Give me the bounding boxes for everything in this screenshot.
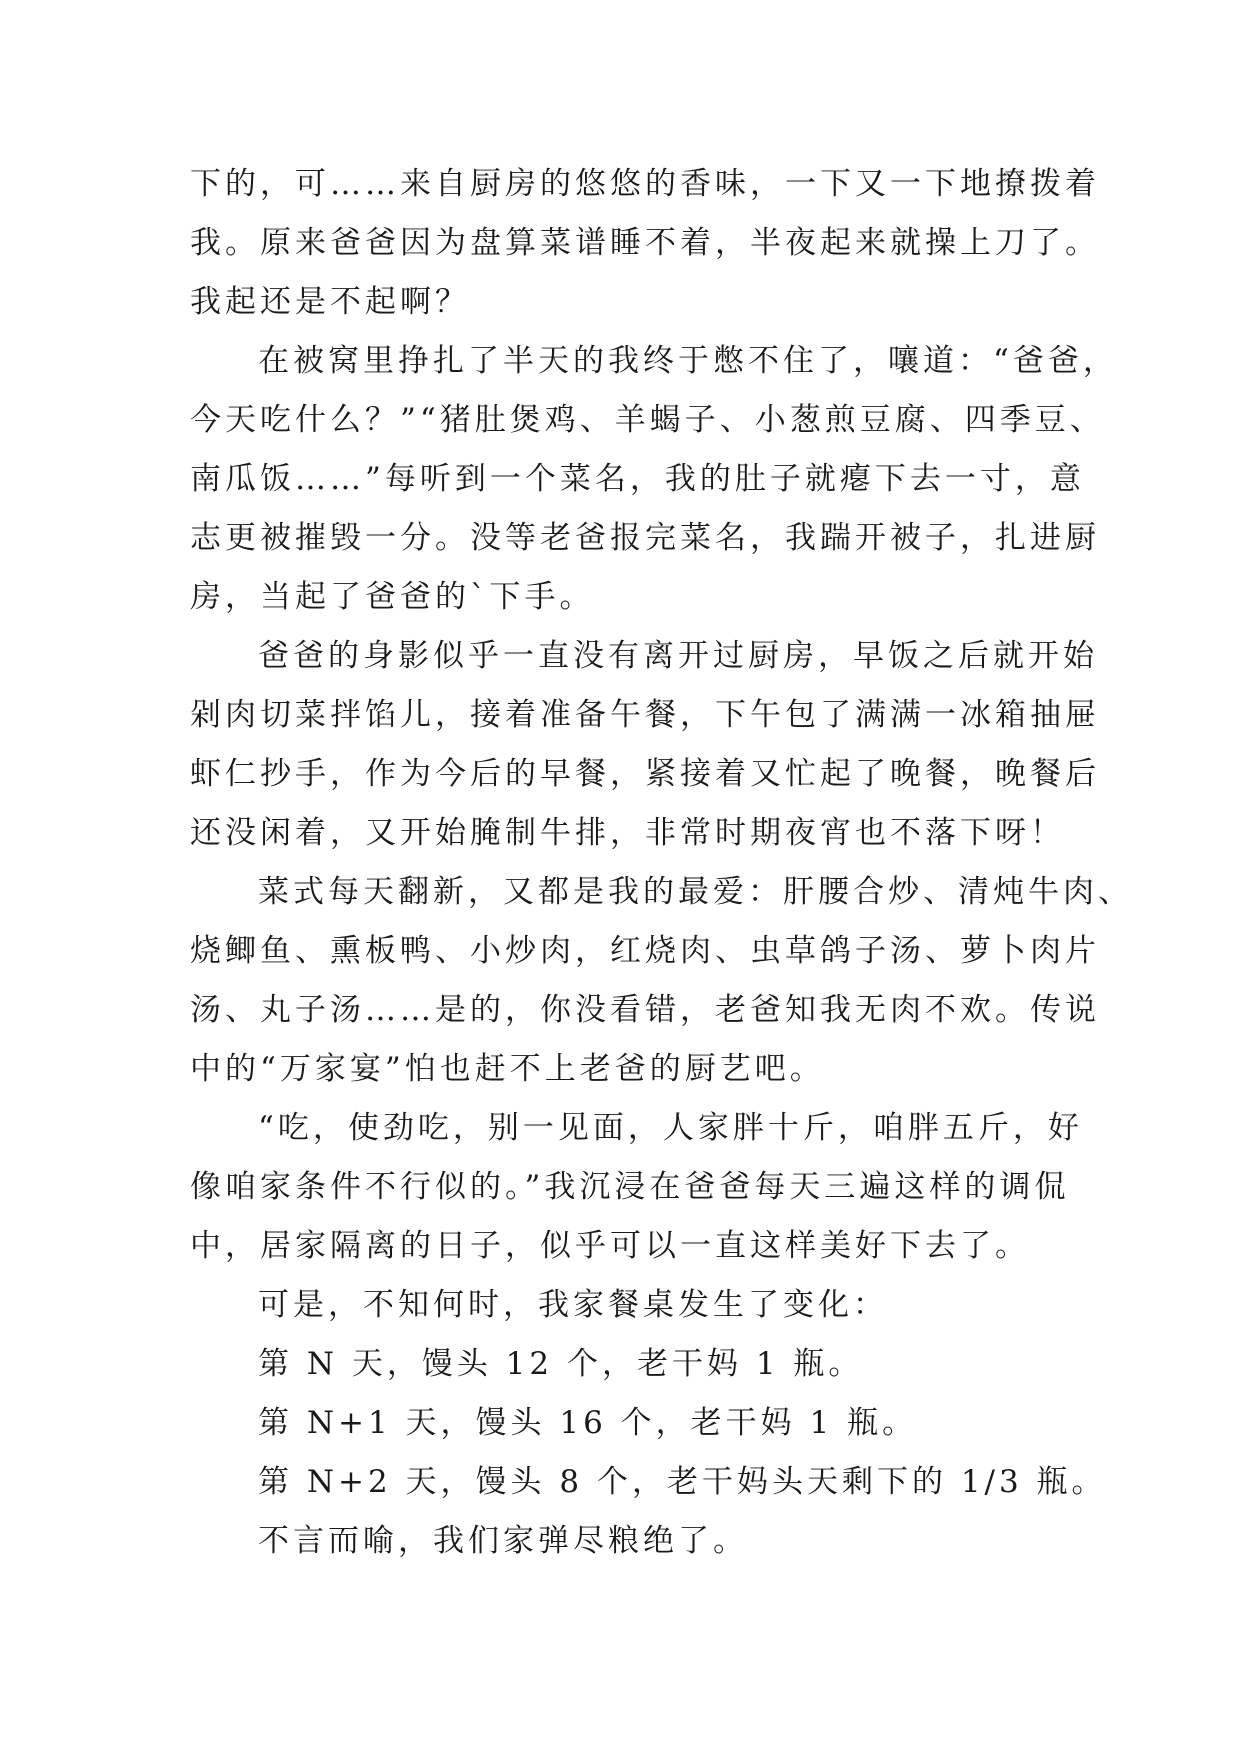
- paragraph-start-line: 第 N 天，馒头 12 个，老干妈 1 瓶。: [258, 1346, 864, 1382]
- paragraph-start-line: 爸爸的身影似乎一直没有离开过厨房，早饭之后就开始: [258, 638, 1098, 674]
- text-line: 烧鲫鱼、熏板鸭、小炒肉，红烧肉、虫草鸽子汤、萝卜肉片: [190, 933, 1100, 969]
- paragraph-start-line: 第 N+2 天，馒头 8 个，老干妈头天剩下的 1/3 瓶。: [258, 1464, 1107, 1500]
- paragraph-start-line: 在被窝里挣扎了半天的我终于憋不住了，嚷道：“爸爸，: [258, 343, 1118, 379]
- text-line: 南瓜饭……”每听到一个菜名，我的肚子就瘪下去一寸，意: [190, 461, 1085, 497]
- paragraph-start-line: 可是，不知何时，我家餐桌发生了变化：: [258, 1287, 888, 1323]
- body-text: [190, 155, 1133, 1571]
- text-line: 像咱家条件不行似的。”我沉浸在爸爸每天三遍这样的调侃: [190, 1169, 1070, 1205]
- text-line: 今天吃什么？”“猪肚煲鸡、羊蝎子、小葱煎豆腐、四季豆、: [190, 402, 1105, 438]
- text-line: 中，居家隔离的日子，似乎可以一直这样美好下去了。: [190, 1228, 1030, 1264]
- text-line: 汤、丸子汤……是的，你没看错，老爸知我无肉不欢。传说: [190, 992, 1100, 1028]
- text-line: 虾仁抄手，作为今后的早餐，紧接着又忙起了晚餐，晚餐后: [190, 756, 1100, 792]
- text-line: 房，当起了爸爸的`下手。: [190, 579, 595, 615]
- text-line: 我。原来爸爸因为盘算菜谱睡不着，半夜起来就操上刀了。: [190, 225, 1100, 261]
- text-line: 志更被摧毁一分。没等老爸报完菜名，我踹开被子，扎进厨: [190, 520, 1100, 556]
- text-line: 还没闲着，又开始腌制牛排，非常时期夜宵也不落下呀！: [190, 815, 1065, 851]
- paragraph-start-line: 第 N+1 天，馒头 16 个，老干妈 1 瓶。: [258, 1405, 918, 1441]
- text-line: 下的，可……来自厨房的悠悠的香味，一下又一下地撩拨着: [190, 166, 1100, 202]
- text-line: 剁肉切菜拌馅儿，接着准备午餐，下午包了满满一冰箱抽屉: [190, 697, 1100, 733]
- paragraph-start-line: 菜式每天翻新，又都是我的最爱：肝腰合炒、清炖牛肉、: [258, 874, 1133, 910]
- paragraph-start-line: “吃，使劲吃，别一见面，人家胖十斤，咱胖五斤，好: [258, 1110, 1083, 1146]
- paragraph-start-line: 不言而喻，我们家弹尽粮绝了。: [258, 1523, 748, 1559]
- text-line: 我起还是不起啊？: [190, 284, 470, 320]
- text-line: 中的“万家宴”怕也赶不上老爸的厨艺吧。: [190, 1051, 825, 1087]
